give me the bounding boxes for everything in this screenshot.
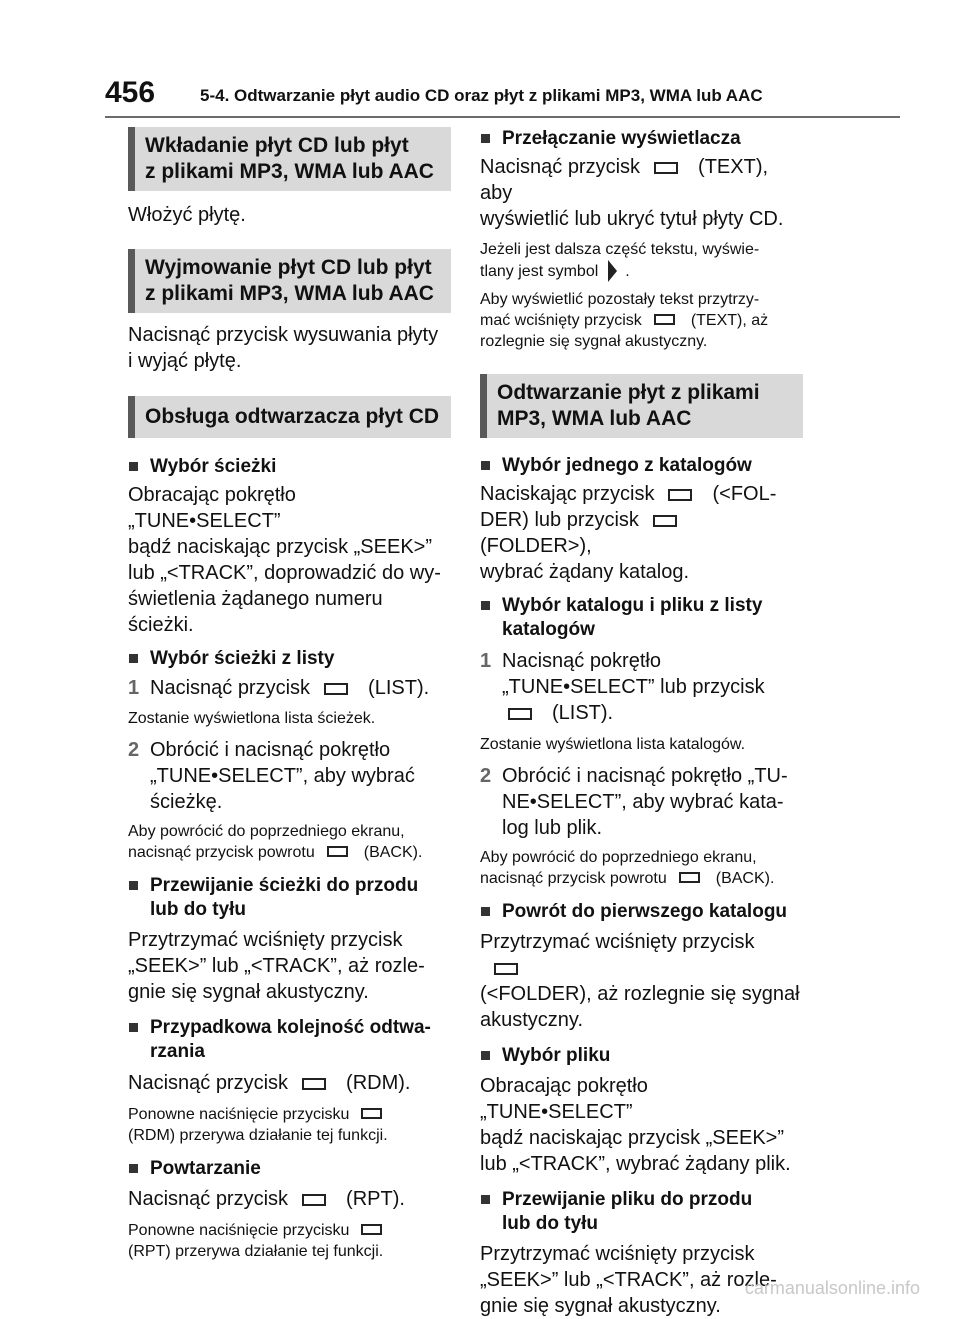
bullet-first-folder: Powrót do pierwszego katalogu — [480, 900, 803, 924]
bullet-file-select: Wybór pliku — [480, 1044, 803, 1068]
bullet-square-icon — [129, 881, 138, 890]
bullet-file-seek: Przewijanie pliku do przodu lub do tyłu — [480, 1188, 803, 1236]
back-button-icon — [327, 846, 348, 857]
first-folder-text: Przytrzymać wciśnięty przycisk (<FOLDER), aż rozlegnie się sygnał akustyczny. — [480, 931, 800, 1031]
text-button-icon — [654, 162, 678, 174]
step-item: 1 Nacisnąć pokrętło „TUNE•SELECT” lub przycisk (LIST). — [480, 650, 765, 724]
page-header — [105, 76, 900, 118]
back-button-icon — [679, 872, 700, 883]
step-item: 2 Obrócić i nacisnąć pokrętło „TUNE•SELECT”, aby wybrać ścieżkę. — [128, 739, 415, 813]
bullet-square-icon — [481, 134, 490, 143]
bullet-track-seek: Przewijanie ścieżki do przodu lub do tyłu — [128, 874, 451, 922]
note-text: Aby wyświetlić pozostały tekst przytrzy- mać wciśnięty przycisk (TEXT), aż rozlegnie się sygnał akustyczny. — [480, 291, 769, 350]
rdm-button-icon — [302, 1078, 326, 1090]
bullet-square-icon — [481, 1195, 490, 1204]
bullet-random: Przypadkowa kolejność odtwa- rzania — [128, 1016, 451, 1064]
bullet-square-icon — [481, 461, 490, 470]
folder-prev-button-icon — [494, 963, 518, 975]
folder-select-text: Naciskając przycisk (<FOL- DER) lub przycisk(FOLDER>), wybrać żądany katalog. — [480, 483, 777, 583]
removing-text: Nacisnąć przycisk wysuwania płyty i wyjąć płytę. — [128, 324, 439, 372]
bullet-folder-select: Wybór jednego z katalogów — [480, 454, 803, 478]
bullet-display-toggle: Przełączanie wyświetlacza — [480, 127, 803, 151]
bullet-square-icon — [481, 1051, 490, 1060]
bullet-square-icon — [481, 907, 490, 916]
rpt-button-icon — [361, 1224, 382, 1235]
text-button-icon — [654, 314, 675, 325]
folder-next-button-icon — [653, 515, 677, 527]
bullet-repeat: Powtarzanie — [128, 1157, 451, 1181]
rpt-button-icon — [302, 1194, 326, 1206]
section-title-mp3: Odtwarzanie płyt z plikami MP3, WMA lub AAC — [480, 374, 803, 438]
rdm-button-icon — [361, 1108, 382, 1119]
chapter-title: 5-4. Odtwarzanie płyt audio CD oraz płyt z plikami MP3, WMA lub AAC — [200, 86, 763, 105]
track-select-text: Obracając pokrętło „TUNE•SELECT” bądź naciskając przycisk „SEEK>” lub „<TRACK”, doprowadzić do wy- świetlenia żądanego numeru ścieżki. — [128, 484, 441, 636]
bullet-square-icon — [129, 654, 138, 663]
more-text-arrow-icon — [608, 260, 617, 282]
page-number: 456 — [105, 76, 156, 109]
folder-prev-button-icon — [668, 489, 692, 501]
list-button-icon — [324, 683, 348, 695]
right-column — [480, 127, 803, 1319]
file-seek-text: Przytrzymać wciśnięty przycisk „SEEK>” lub „<TRACK”, aż rozle- gnie się sygnał akustyczny. — [480, 1243, 777, 1317]
bullet-square-icon — [129, 1023, 138, 1032]
file-select-text: Obracając pokrętło „TUNE•SELECT” bądź naciskając przycisk „SEEK>” lub „<TRACK”, wybrać żądany plik. — [480, 1075, 791, 1175]
step-item: 2 Obrócić i nacisnąć pokrętło „TU- NE•SELECT”, aby wybrać kata- log lub plik. — [480, 765, 788, 839]
note-text: Jeżeli jest dalsza część tekstu, wyświe- tlany jest symbol . — [480, 241, 760, 280]
display-toggle-text: Nacisnąć przycisk (TEXT), aby wyświetlić lub ukryć tytuł płyty CD. — [480, 156, 784, 230]
bullet-folder-list: Wybór katalogu i pliku z listy katalogów — [480, 594, 803, 642]
step-item: 1 Nacisnąć przycisk (LIST). — [128, 677, 430, 699]
bullet-square-icon — [481, 601, 490, 610]
bullet-square-icon — [129, 462, 138, 471]
note-text: Zostanie wyświetlona lista katalogów. — [480, 736, 746, 753]
inserting-text: Włożyć płytę. — [128, 204, 246, 226]
list-button-icon — [508, 708, 532, 720]
repeat-text: Nacisnąć przycisk (RPT). — [128, 1188, 405, 1210]
note-text: Zostanie wyświetlona lista ścieżek. — [128, 710, 376, 727]
note-text: Aby powrócić do poprzedniego ekranu, nacisnąć przycisk powrotu (BACK). — [480, 849, 775, 887]
note-text: Ponowne naciśnięcie przycisku (RDM) przerywa działanie tej funkcji. — [128, 1106, 388, 1144]
bullet-square-icon — [129, 1164, 138, 1173]
section-title-removing: Wyjmowanie płyt CD lub płyt z plikami MP3, WMA lub AAC — [128, 249, 451, 313]
track-seek-text: Przytrzymać wciśnięty przycisk „SEEK>” lub „<TRACK”, aż rozle- gnie się sygnał akustyczny. — [128, 929, 425, 1003]
note-text: Aby powrócić do poprzedniego ekranu, nacisnąć przycisk powrotu (BACK). — [128, 823, 423, 861]
section-title-cd-player: Obsługa odtwarzacza płyt CD — [128, 396, 451, 438]
left-column — [128, 127, 451, 1262]
random-text: Nacisnąć przycisk (RDM). — [128, 1072, 411, 1094]
note-text: Ponowne naciśnięcie przycisku (RPT) przerywa działanie tej funkcji. — [128, 1222, 384, 1260]
bullet-track-list: Wybór ścieżki z listy — [128, 647, 451, 671]
section-title-inserting: Wkładanie płyt CD lub płyt z plikami MP3, WMA lub AAC — [128, 127, 451, 191]
bullet-track-select: Wybór ścieżki — [128, 455, 451, 479]
watermark: carmanualsonline.info — [744, 1278, 920, 1298]
